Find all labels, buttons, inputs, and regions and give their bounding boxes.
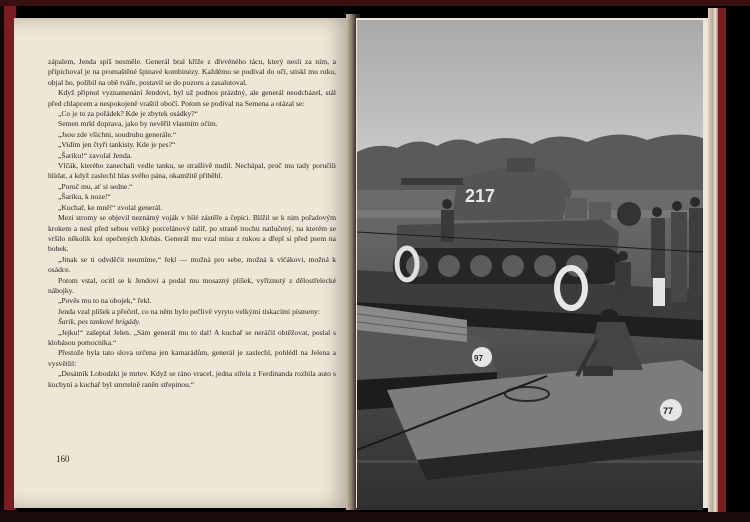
paragraph: Když připnul vyznamenání Jendovi, byl už podnos prázdný, ale generál neodcházel, stál před chlapcem a nespokojeně vraštil obočí. Potom se podíval na Semena a otázal se: [48, 88, 336, 108]
paragraph: Přestože byla tato slova určena jen kamarádům, generál je zaslechl, pohlédl na Jelena a vysvětlil: [48, 348, 336, 368]
road-wheel [438, 255, 460, 277]
paragraph: Vlčák, kterého zanechali vedle tanku, se strašlivě nudil. Nechápal, proč mu tady poručili hlídat, a když zaslechl hlas svého pána, okamžitě přiběhl. [48, 161, 336, 181]
tank-on-pontoon-ferry-photo [357, 20, 703, 510]
paragraph: Semen mrkl doprava, jako by nevěřil vlastním očím. [58, 119, 218, 129]
road-wheel [470, 255, 492, 277]
scan-top-border [0, 0, 750, 6]
paragraph: „Šariku!“ zavolal Jenda. [58, 150, 133, 160]
paragraph: „Desátník Lobodzki je mrtev. Když se ráno vracel, jedna střela z Ferdinanda rozbila auto s kuchyní a kuchař byl smrtelně raněn střepinou.“ [48, 369, 336, 389]
tank-marking: 217 [465, 186, 496, 206]
left-page-text [48, 57, 336, 390]
paragraph: „Poruč mu, ať si sedne.“ [58, 181, 133, 191]
tank-cupola [507, 158, 535, 172]
paragraph: „Jsou zde všichni, soudruhu generále.“ [58, 129, 177, 139]
scan-bottom-border [0, 512, 750, 522]
paragraph: zápalem, Jenda spíš nesměle. Generál bral kříže z dřevěného tácu, který nesli za ním, a připichoval je na promaštěné špinavé kombinézy. Každému se podíval do očí, stiskl mu ruku, objal ho, políbil na obě tváře, postavil se do pozoru a zasalutoval. [48, 57, 336, 87]
paragraph: „Šariku, k noze!“ [58, 192, 111, 202]
paragraph: „Kuchař, ke mně!“ zvolal generál. [58, 202, 163, 212]
fuel-drum [565, 198, 587, 218]
book-cover-right-edge [718, 8, 726, 513]
paragraph: Potom vstal, ocitl se k Jendovi a podal mu mosazný plíšek, vyříznutý z dělostřelecké nábojky. [48, 275, 336, 295]
fuel-drum [617, 202, 641, 226]
paragraph: Mezi stromy se objevil neznámý voják v bílé zástěře a čepici. Blížil se k nim pořadovým krokem a nesl před sebou veliký porcelánový talíř, po straně trochu natlučený, na kterém se vršilo několik kol opečených klobás. Generál mu vzal mísu z rukou a dřepl si před psem na bobek. [48, 213, 336, 254]
road-wheel [534, 255, 556, 277]
paragraph: Jenda vzal plíšek a přečetl, co na něm bylo pečlivě vyryto velkými tiskacími písmeny: [58, 306, 320, 316]
paragraph: „Jinak se ti odvděčit neumíme,“ řekl — možná pro sebe, možná k vlčákovi, možná k osádce. [48, 254, 336, 275]
tank-gun-barrel [401, 178, 463, 185]
road-wheel [502, 255, 524, 277]
fuel-drum [589, 202, 611, 220]
paragraph: „Jejku!“ zašeptal Jelen. „Sám generál mu to dal! A kuchař se neráčil obtěžovat, poslal s klobásou pomocníka.“ [48, 327, 336, 347]
paragraph-italic: Šarik, pes tankové brigády. [58, 317, 141, 327]
paragraph: „Vidím jen čtyři tankisty. Kde je pes?“ [58, 140, 176, 150]
paragraph: „Pověs mu to na obojek,“ řekl. [58, 296, 152, 306]
page-number: 160 [56, 454, 70, 464]
pontoon-marking-right: 77 [663, 406, 674, 416]
pontoon-marking-left: 97 [474, 354, 483, 363]
paragraph: „Co je to za pořádek? Kde je zbytek osádky?“ [58, 109, 199, 119]
